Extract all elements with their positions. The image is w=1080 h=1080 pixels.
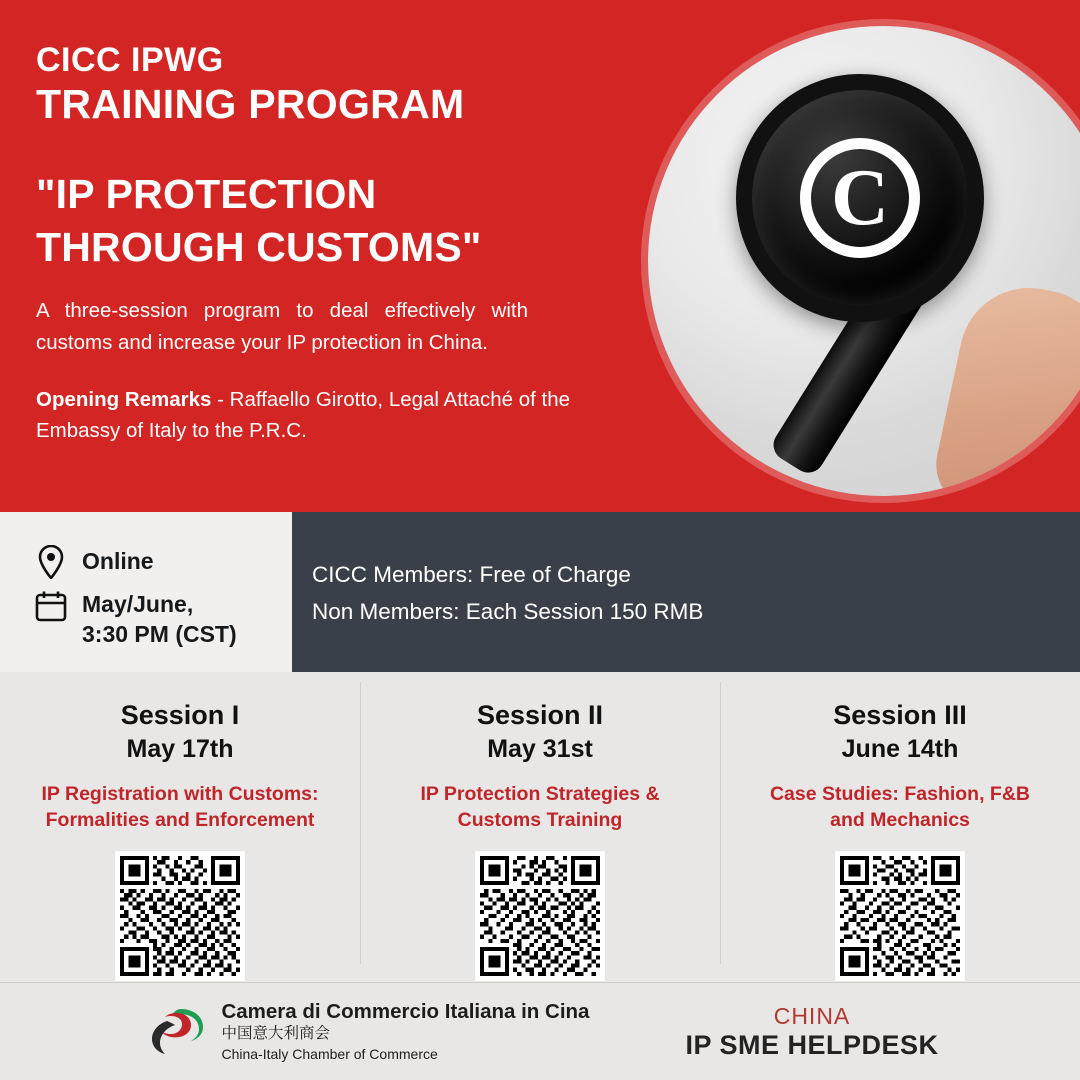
magnifier-photo [648,26,1080,496]
opening-remarks [36,385,622,447]
event-date-label [82,590,237,650]
session-name: Session II [476,700,604,730]
ip-sme-helpdesk-logo [685,1003,938,1061]
session-card [0,672,360,982]
program-kicker [36,40,656,128]
opening-remarks-text: - Raffaello Girotto, Legal Attaché of the Embassy of Italy to the P.R.C. [36,387,571,442]
qr-code-icon[interactable] [835,851,965,981]
event-date-line-2: 3:30 PM (CST) [82,620,237,647]
title-line-1: "IP PROTECTION [36,171,377,218]
session-date: May 17th [126,735,234,763]
price-non-members: Non Members: Each Session 150 RMB [312,599,704,625]
qr-code-icon[interactable] [475,851,605,981]
page-title [36,168,656,273]
event-location-row [34,545,154,579]
cicc-logo-icon [141,1003,207,1059]
session-date: May 31st [487,735,593,763]
hero-text-block [36,40,656,446]
session-date: June 14th [841,735,959,763]
helpdesk-line-2: IP SME HELPDESK [685,1029,939,1060]
session-card [360,672,720,982]
session-topic: Case Studies: Fashion, F&B and Mechanics [769,783,1031,831]
pricing-block [312,556,703,630]
sessions-list [0,672,1080,982]
event-date-line-1: May/June, [82,591,194,617]
qr-code-icon[interactable] [115,851,245,981]
map-pin-icon [34,545,68,579]
session-topic: IP Registration with Customs: Formalities and Enforcement [41,783,319,831]
session-topic: IP Protection Strategies & Customs Training [420,783,660,831]
helpdesk-line-1: CHINA [773,1002,851,1029]
kicker-line-2: TRAINING PROGRAM [36,81,465,128]
cicc-logo [141,1000,589,1064]
cicc-logo-text [221,1000,589,1064]
kicker-line-1: CICC IPWG [36,41,224,79]
event-location-label: Online [82,548,154,575]
event-date-row [34,590,237,650]
program-description: A three-session program to deal effectively with customs and increase your IP protection in China. [36,299,528,355]
hero-banner [0,0,1080,512]
calendar-icon [34,590,68,622]
title-line-2: THROUGH CUSTOMS" [36,223,482,270]
hand-finger-shape [928,275,1080,496]
price-members: CICC Members: Free of Charge [312,562,631,587]
cicc-name-en: China-Italy Chamber of Commerce [221,1046,438,1063]
session-name: Session I [120,700,240,730]
session-card [720,672,1080,982]
magnifier-lens-shape [736,74,984,322]
event-info-left [0,512,292,672]
cicc-name-it: Camera di Commercio Italiana in Cina [221,999,590,1023]
cicc-name-cn: 中国意大利商会 [221,1025,330,1043]
session-name: Session III [833,700,967,730]
opening-remarks-label: Opening Remarks [36,387,212,411]
event-info-bar [0,512,1080,672]
footer-logos [0,982,1080,1080]
event-info-right [292,512,1080,672]
copyright-icon: C [800,138,920,258]
